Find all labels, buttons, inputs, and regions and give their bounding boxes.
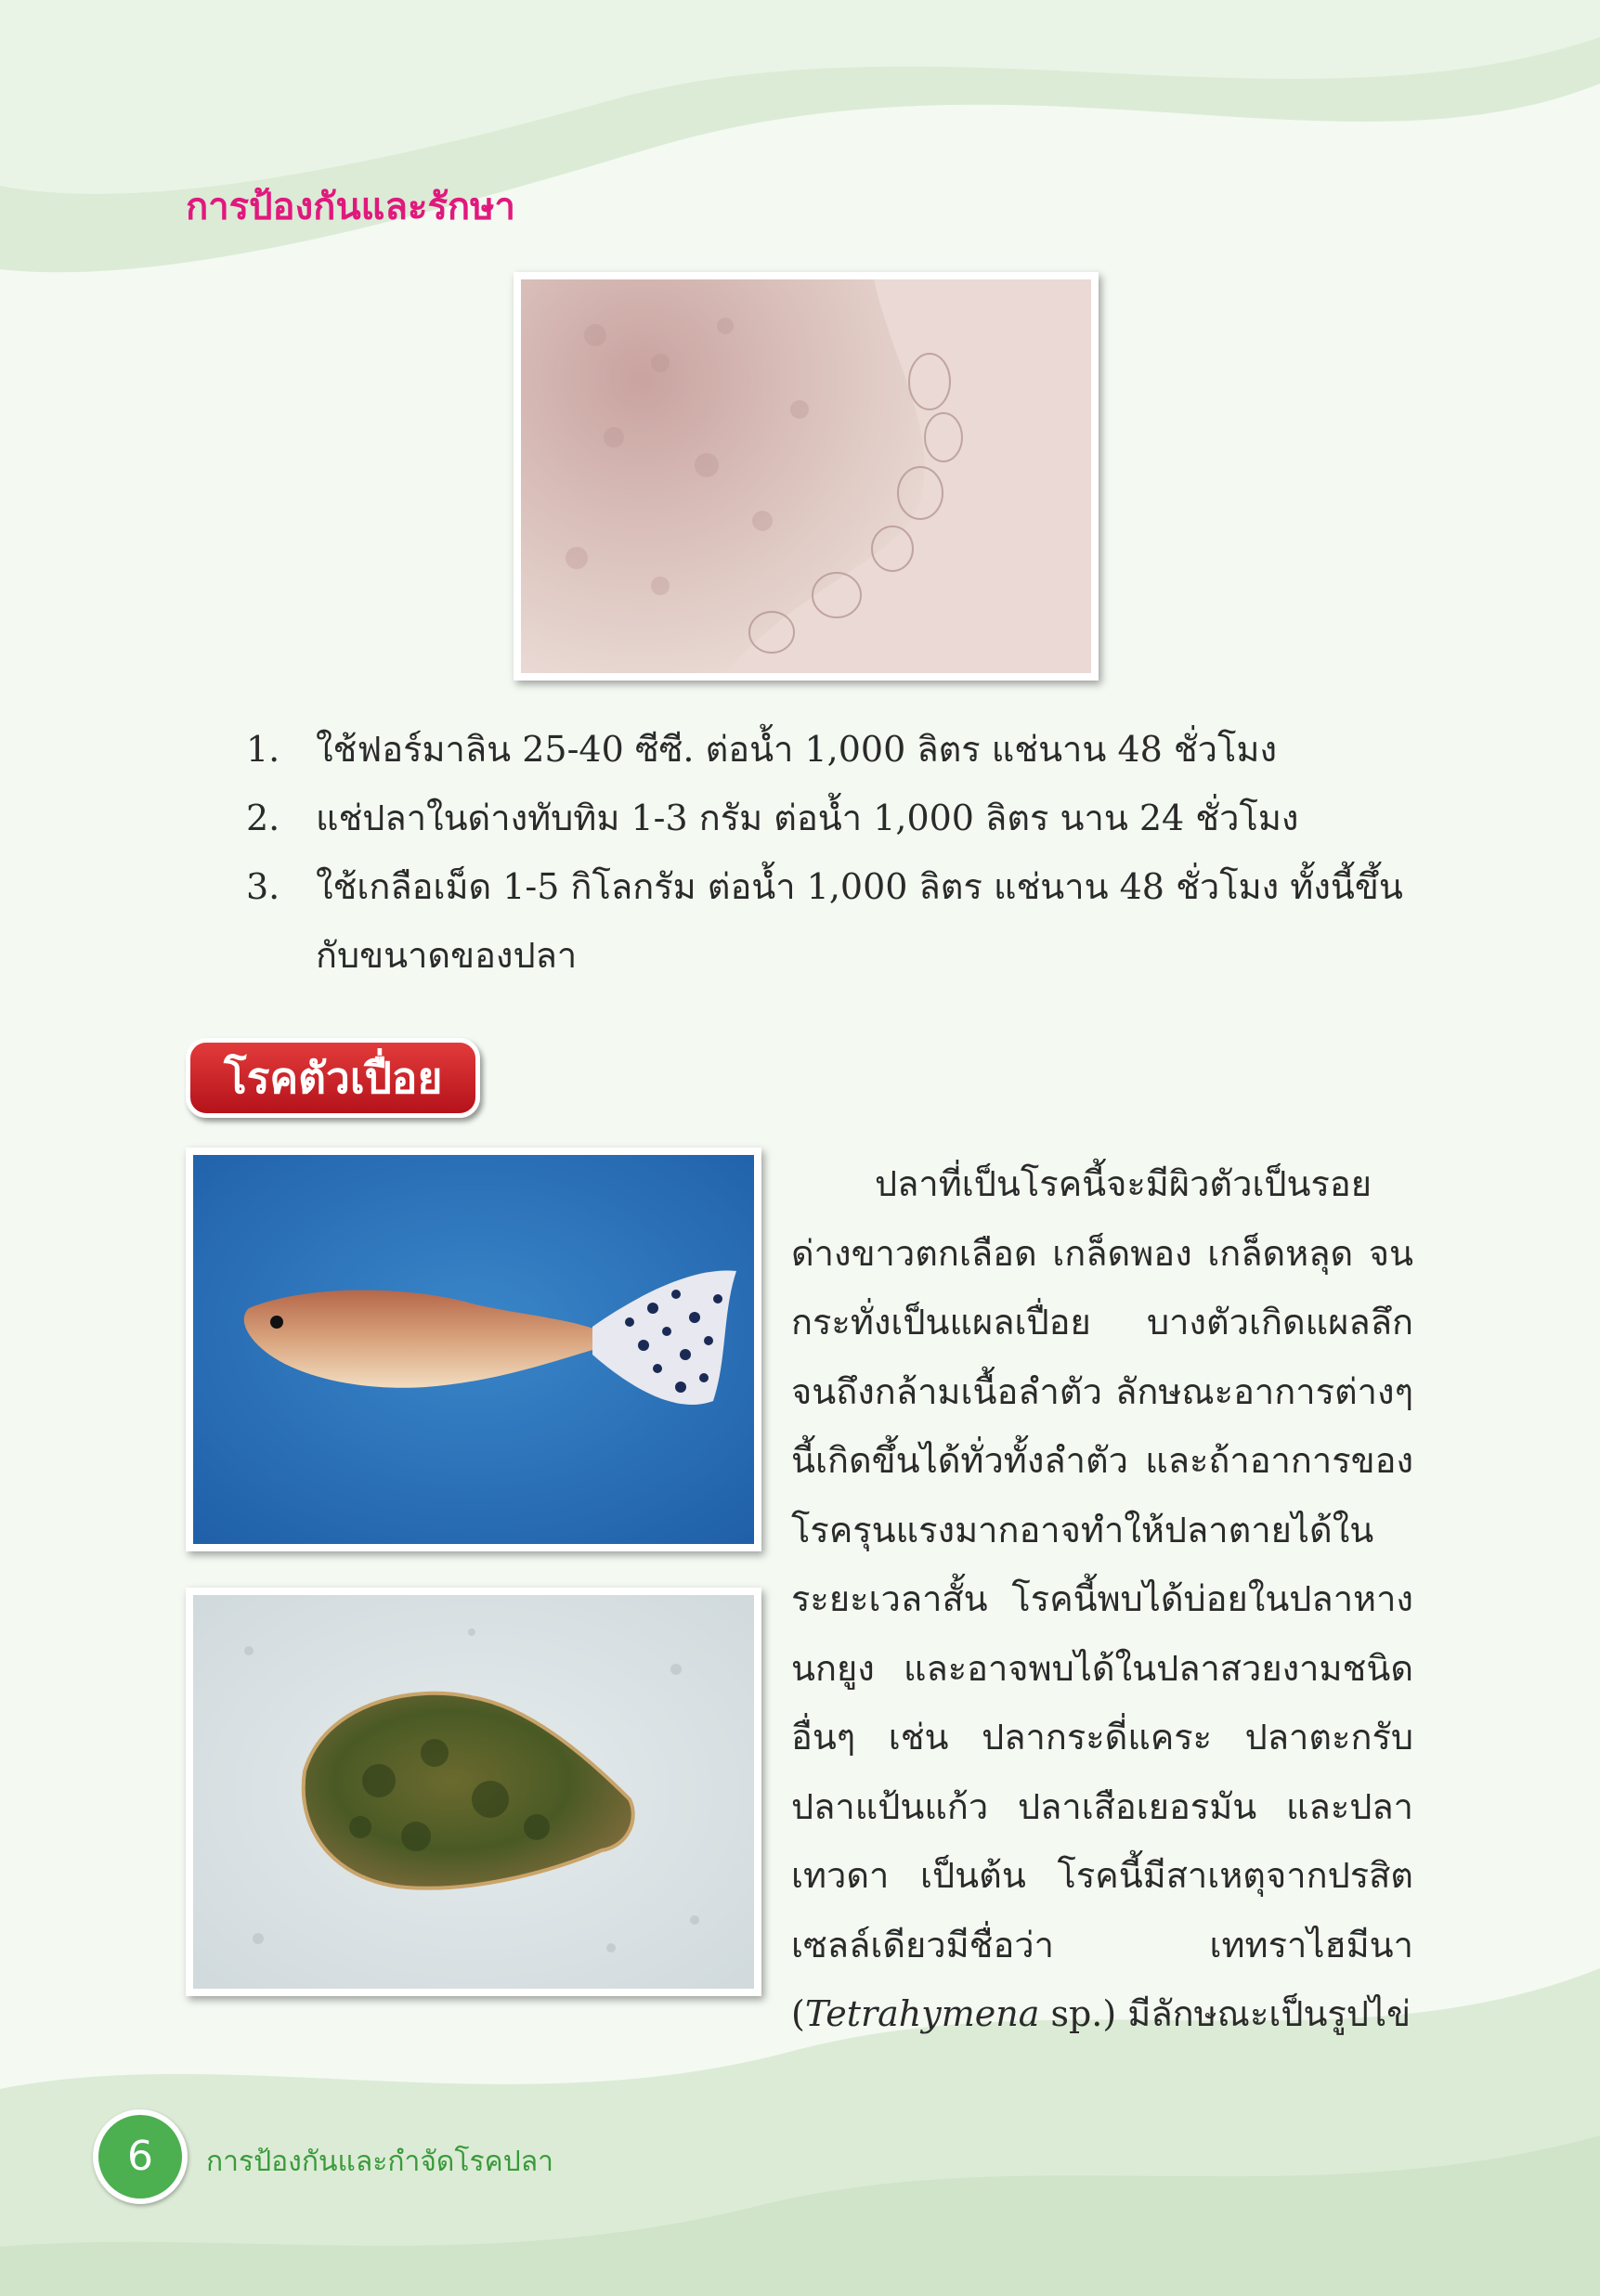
disease-description xyxy=(791,1149,1413,2049)
list-item xyxy=(246,852,1421,990)
footer-book-title: การป้องกันและกำจัดโรคปลา xyxy=(206,2146,553,2178)
scientific-name: Tetrahymena xyxy=(804,1993,1040,2034)
microscope-skin-photo xyxy=(514,272,1099,681)
description-text-end: sp.) มีลักษณะเป็นรูปไข่ xyxy=(1039,1993,1411,2034)
page-number: 6 xyxy=(93,2109,188,2204)
section-title: การป้องกันและรักษา xyxy=(186,186,515,228)
step-number: 1. xyxy=(246,729,280,770)
tetrahymena-photo xyxy=(186,1588,761,1996)
guppy-fish-photo xyxy=(186,1148,761,1551)
step-text: ใช้ฟอร์มาลิน 25-40 ซีซี. ต่อน้ำ 1,000 ลิตร แช่นาน 48 ชั่วโมง xyxy=(316,729,1278,770)
list-item xyxy=(246,715,1421,784)
disease-title-badge: โรคตัวเปื่อย xyxy=(186,1038,480,1118)
description-text: ปลาที่เป็นโรคนี้จะมีผิวตัวเป็นรอยด่างขาวตกเลือด เกล็ดพอง เกล็ดหลุด จนกระทั่งเป็นแผลเปื่อย บางตัวเกิดแผลลึกจนถึงกล้ามเนื้อลำตัว ลักษณะอาการต่างๆ นี้เกิดขึ้นได้ทั่วทั้งลำตัว และถ้าอาการของโรครุนแรงมากอาจทำให้ปลาตายได้ในระยะเวลาสั้น โรคนี้พบได้บ่อยในปลาหางนกยูง และอาจพบได้ในปลาสวยงามชนิดอื่นๆ เช่น ปลากระดี่แคระ ปลาตะกรับ ปลาแป้นแก้ว ปลาเสือเยอรมัน และปลาเทวดา เป็นต้น โรคนี้มีสาเหตุจากปรสิตเซลล์เดียวมีชื่อว่า เททราไฮมีนา ( xyxy=(791,1163,1413,2034)
treatment-steps xyxy=(246,715,1421,990)
step-text: แช่ปลาในด่างทับทิม 1-3 กรัม ต่อน้ำ 1,000 ลิตร นาน 24 ชั่วโมง xyxy=(316,798,1299,838)
step-number: 3. xyxy=(246,866,280,907)
step-text: ใช้เกลือเม็ด 1-5 กิโลกรัม ต่อน้ำ 1,000 ลิตร แช่นาน 48 ชั่วโมง ทั้งนี้ขึ้นกับขนาดของปลา xyxy=(316,866,1403,976)
step-number: 2. xyxy=(246,798,280,838)
list-item xyxy=(246,784,1421,852)
